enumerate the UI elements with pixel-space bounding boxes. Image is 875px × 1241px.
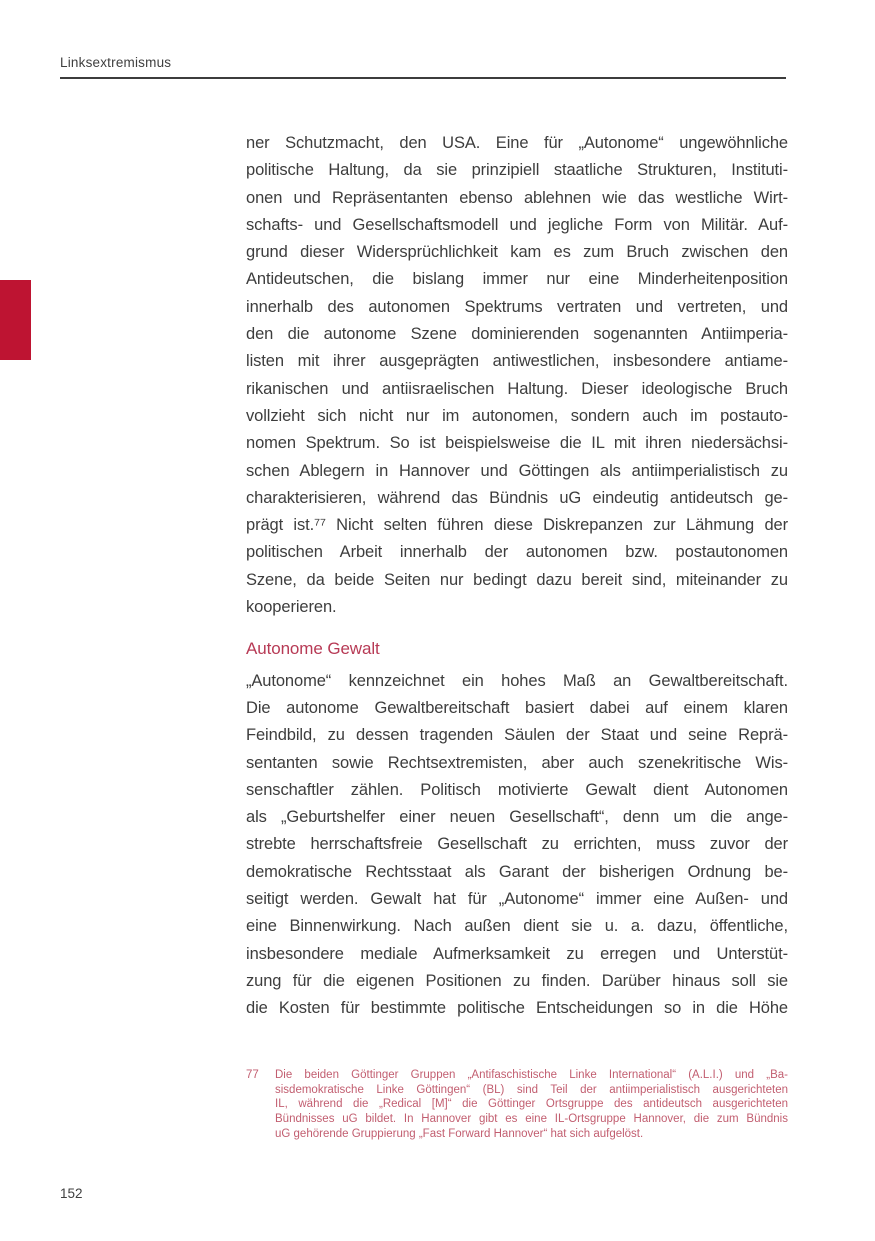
text-line: insbesondere mediale Aufmerksamkeit zu erregen und Unterstüt- xyxy=(246,944,788,963)
text-line: strebte herrschaftsfreie Gesellschaft zu errichten, muss zuvor der xyxy=(246,835,788,854)
paragraph-antideutsche-antiimperialisten xyxy=(246,130,788,621)
page-number: 152 xyxy=(60,1186,83,1201)
text-line: schen Ablegern in Hannover und Göttingen als antiimperialistisch zu xyxy=(246,461,788,480)
text-line: prägt ist.⁷⁷ Nicht selten führen diese Diskrepanzen zur Lähmung der xyxy=(246,516,788,535)
section-heading-autonome-gewalt: Autonome Gewalt xyxy=(246,639,380,659)
text-line: senschaftler zählen. Politisch motivierte Gewalt dient Autonomen xyxy=(246,780,788,799)
text-line: nomen Spektrum. So ist beispielsweise die IL mit ihren niedersächsi- xyxy=(246,434,788,453)
text-line: den die autonome Szene dominierenden sogenannten Antiimperia- xyxy=(246,325,788,344)
text-line: innerhalb des autonomen Spektrums vertraten und vertreten, und xyxy=(246,297,788,316)
text-line: seitigt werden. Gewalt hat für „Autonome“ immer eine Außen- und xyxy=(246,890,788,909)
text-line: listen mit ihrer ausgeprägten antiwestlichen, insbesondere antiame- xyxy=(246,352,788,371)
footnote-number: 77 xyxy=(246,1069,259,1081)
text-line: zung für die eigenen Positionen zu finden. Darüber hinaus soll sie xyxy=(246,971,788,990)
text-line: uG gehörende Gruppierung „Fast Forward Hannover“ hat sich aufgelöst. xyxy=(275,1127,644,1140)
text-line: sisdemokratische Linke Göttingen“ (BL) sind Teil der antiimperialistisch ausgerichteten xyxy=(275,1083,788,1096)
text-line: „Autonome“ kennzeichnet ein hohes Maß an Gewaltbereitschaft. xyxy=(246,671,788,690)
text-line: vollzieht sich nicht nur im autonomen, sondern auch im postauto- xyxy=(246,406,788,425)
text-line: rikanischen und antiisraelischen Haltung. Dieser ideologische Bruch xyxy=(246,379,788,398)
paragraph-autonome-gewalt xyxy=(246,668,788,1023)
footnote-text xyxy=(275,1068,788,1142)
text-line: politischen Arbeit innerhalb der autonomen bzw. postautonomen xyxy=(246,543,788,562)
margin-accent-bar xyxy=(0,280,31,360)
text-line: eine Binnenwirkung. Nach außen dient sie u. a. dazu, öffentliche, xyxy=(246,917,788,936)
text-line: Feindbild, zu dessen tragenden Säulen der Staat und seine Reprä- xyxy=(246,726,788,745)
text-line: IL, während die „Redical [M]“ die Göttinger Ortsgruppe des antideutsch ausgerichteten xyxy=(275,1098,788,1111)
text-line: sentanten sowie Rechtsextremisten, aber auch szenekritische Wis- xyxy=(246,753,788,772)
text-line: grund dieser Widersprüchlichkeit kam es zum Bruch zwischen den xyxy=(246,243,788,262)
text-line: Die beiden Göttinger Gruppen „Antifaschistische Linke International“ (A.L.I.) und „Ba- xyxy=(275,1069,788,1081)
text-line: kooperieren. xyxy=(246,598,337,617)
text-line: Antideutschen, die bislang immer nur eine Minderheitenposition xyxy=(246,270,788,289)
running-head: Linksextremismus xyxy=(60,55,172,70)
body-text-column xyxy=(246,130,788,1023)
text-line: schafts- und Gesellschaftsmodell und jegliche Form von Militär. Auf- xyxy=(246,215,788,234)
text-line: politische Haltung, da sie prinzipiell staatliche Strukturen, Instituti- xyxy=(246,161,788,180)
footnote-77 xyxy=(246,1068,788,1142)
text-line: ner Schutzmacht, den USA. Eine für „Autonome“ ungewöhnliche xyxy=(246,134,788,152)
text-line: onen und Repräsentanten ebenso ablehnen wie das westliche Wirt- xyxy=(246,188,788,207)
text-line: Die autonome Gewaltbereitschaft basiert dabei auf einem klaren xyxy=(246,698,788,717)
text-line: Szene, da beide Seiten nur bedingt dazu bereit sind, miteinander zu xyxy=(246,570,788,589)
text-line: charakterisieren, während das Bündnis uG eindeutig antideutsch ge- xyxy=(246,488,788,507)
text-line: Bündnisses uG bildet. In Hannover gibt es eine IL-Ortsgruppe Hannover, die zum Bündnis xyxy=(275,1113,788,1126)
text-line: die Kosten für bestimmte politische Entscheidungen so in die Höhe xyxy=(246,999,788,1018)
text-line: als „Geburtshelfer einer neuen Gesellschaft“, denn um die ange- xyxy=(246,808,788,827)
text-line: demokratische Rechtsstaat als Garant der bisherigen Ordnung be- xyxy=(246,862,788,881)
header-rule xyxy=(60,77,786,79)
